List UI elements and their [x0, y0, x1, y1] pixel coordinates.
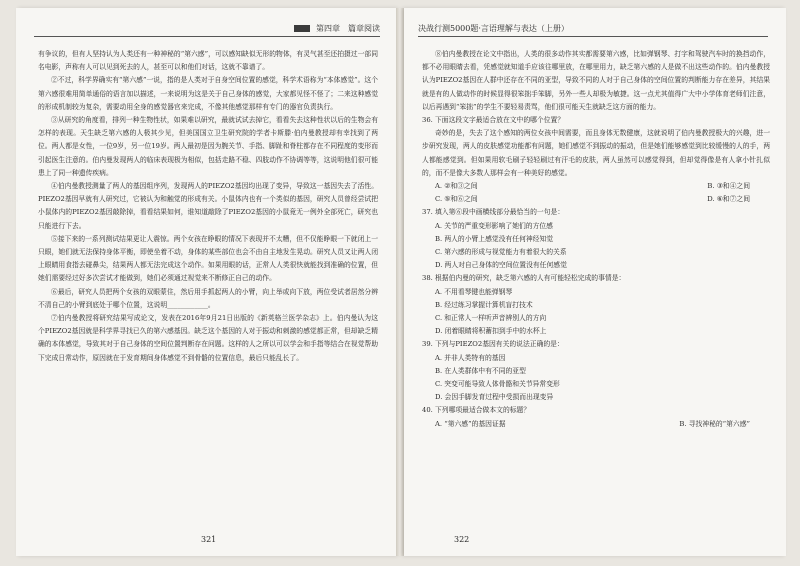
paragraph: 有争议的，但有人坚持认为人类还有一种神秘的“第六感”，可以感知缺似无形的物体，有灵气甚至还拍摄过一部同名电影，声称有人可以见到死去的人，甚至可以和他们对话，这就不靠谱了。	[38, 50, 378, 72]
question-40-options-row	[422, 418, 770, 431]
option: B. 两人的小臂上感觉没有任何神经知觉	[435, 234, 554, 243]
option: C. 第六感的形成与视觉能力有着很大的关系	[435, 248, 567, 257]
option: C. 和正常人一样听声音辨别人的方向	[435, 314, 547, 323]
chapter-title: 第四章 篇章阅读	[316, 23, 380, 33]
header-rule	[34, 36, 380, 37]
left-page	[16, 8, 396, 556]
question-36-stem: 36. 下面这段文字最适合放在文中的哪个位置？	[422, 116, 565, 125]
option: C. ⑤和⑥之间	[435, 195, 478, 204]
paragraph: ②不过，科学界确实有“第六感”一说，指的是人类对于自身空间位置的感觉，科学术语称为“本体感觉”。这个第六感很难用简单通俗的语言加以描述，一来说明为这是关于自己身体的感觉，大家都见怪不怪了；二来这种感觉的形成机制较为复杂，需要动用全身的感觉器官来完成，不像其他感觉那样有专门的器官负责执行。	[38, 76, 378, 111]
book-gutter	[396, 8, 404, 556]
paragraph: ⑦伯内曼教授将研究结果写成论文，发表在2016年9月21日出版的《新英格兰医学杂志》上。伯内曼认为这个PIEZO2基因就是科学界寻找已久的第六感基因。缺乏这个基因的人对于振动和刺激的感觉都正常，但却缺乏精确的本体感觉，导致其对于自己身体的空间位置判断存在问题。这样的人之所以可以学会和手指等结合在视觉帮助下完成日常动作，原因就在于发育期间身体感觉不到骨骼的位置信息，最后只能乱长了。	[38, 314, 378, 362]
right-running-header	[418, 20, 569, 36]
option: C. 突变可能导致人体骨骼和关节异常变形	[435, 380, 560, 389]
question-36-options-row	[422, 193, 770, 206]
option: B. ③和④之间	[707, 182, 750, 191]
option: D. 会因手脚发育过程中受损而出现变异	[435, 393, 554, 402]
question-39-stem: 39. 下列与PIEZO2基因有关的说法正确的是：	[422, 340, 564, 349]
paragraph: ⑤接下来的一系列测试结果更让人震惊。两个女孩在睁眼的情况下表现并不太糟，但不仅能睁眼一下就闭上一只眼，她们就无法保持身体平衡，即使坐着不动，身体的某些部位也会不由自主地发生晃动。研究人员又让两人闭上眼睛用食指去碰鼻尖，结果两人都无法完成这个动作。如果用眼的话，正常人人类很快就能找到准确的位置，但她们需要经过好多次尝试才能做到，她们必须通过视觉来不断修正自己的动作。	[38, 234, 378, 283]
option: D. 闭着眼睛将积蓄扣到手中的水杯上	[435, 327, 547, 336]
option: D. 两人对自己身体的空间位置没有任何感觉	[435, 261, 567, 270]
series-title: 决战行测5000题·言语理解与表达（上册）	[418, 23, 569, 33]
paragraph: ④伯内曼教授测量了两人的基因组序列，发现两人的PIEZO2基因均出现了变异，导致这一基因失去了活性。PIEZO2基因早就有人研究过，它被认为和触觉的形成有关。小鼠体内也有一个类似的基因，研究人员曾经尝试把小鼠体内的PIEZO2基因敲除掉，看看结果如何，谁知道敲除了PIEZO2基因的小鼠竟无一例外全部死亡，研究也只能进行下去。	[38, 182, 378, 230]
paragraph: ③从研究的角度看，排列一种生物性状，如果难以研究，最就试试去掉它，看看失去这种性状以后的生物会有怎样的表现。天生缺乏第六感的人极其少见，但美国国立卫生研究院的学者卡斯滕·伯内曼教授却有幸找到了两位。两人都是女性，一位9岁，另一位19岁。两人最初是因为腕关节、手指、脚趾和脊柱都存在不同程度的变形而引起医生注意的。伯内曼发现两人的临床表现极为相似，包括走路不稳、四肢动作不协调等等，这说明他们很可能患上了同一种遗传疾病。	[38, 116, 378, 177]
question-36-options-row	[422, 180, 770, 193]
question-38-stem: 38. 根据伯内曼的研究，缺乏第六感的人有可能轻松完成的事情是：	[422, 274, 626, 283]
page-number: 321	[201, 535, 217, 544]
option: A. 关节的严重变形影响了她们的方位感	[435, 221, 553, 230]
paragraph: ⑧伯内曼教授在论文中指出，人类的很多动作其实都需要第六感，比如弹钢琴、打字和驾驶汽车时的换挡动作，都不必用眼睛去看，凭感觉就知道手应该往哪里放，在哪里用力，缺乏第六感的人是做不出这些动作的。伯内曼教授认为PIEZO2基因在人群中还存在不同的亚型，导致不同的人对于自己身体的空间位置的判断能力存在差异，其结果就是有的人做动作的时候显得很笨拙手笨脚，另外一些人却极为敏捷。这一点尤其值得广大中小学体育老师们注意，以后再遇到“笨拙”的学生不要轻易责骂，他们很可能天生就缺乏这方面的能力。	[422, 50, 770, 111]
question-37-stem: 37. 填入第⑥段中画横线部分最恰当的一句是：	[422, 208, 565, 217]
header-marker	[294, 25, 310, 32]
page-number: 322	[454, 535, 470, 544]
option: B. 经过练习掌握计算机盲打技术	[435, 300, 533, 309]
paragraph: ⑥最后，研究人员把两个女孩的双眼蒙住，然后用手抓起两人的小臂，向上举或向下放，两位受试者居然分辨不清自己的小臂到底处于哪个位置，这说明____________。	[38, 287, 378, 309]
option: B. 寻找神秘的“第六感”	[679, 419, 750, 428]
left-running-header	[294, 20, 380, 36]
option: A. 并非人类特有的基因	[435, 353, 506, 362]
option: A. “第六感”的基因证据	[435, 419, 506, 428]
question-40-stem: 40. 下列哪项最适合做本文的标题？	[422, 406, 531, 415]
question-36-passage: 奇妙的是，失去了这个感知的两位女孩中间需要，而且身体无数健康，这就说明了伯内曼教授极大的兴趣，进一步研究发现，两人的皮肤感觉功能都有问题，她们感觉不到振动的振动，但是她们能够感觉到比较缓慢的人的手，两人都能感觉到。但如果用软毛刷子轻轻刷过有汗毛的皮肤，两人虽然可以感觉得到，但却觉得像是有人拿小针扎似的，而不是像大多数人那样会有一种美好的感觉。	[422, 129, 770, 177]
option: A. 不用看琴键也能弹钢琴	[435, 287, 513, 296]
right-page-body	[422, 48, 770, 431]
option: B. 在人类群体中有不同的亚型	[435, 366, 526, 375]
option: D. ⑥和⑦之间	[707, 195, 750, 204]
header-rule	[418, 36, 768, 37]
option: A. ②和③之间	[435, 182, 478, 191]
left-page-body	[38, 48, 378, 365]
right-page	[404, 8, 786, 556]
